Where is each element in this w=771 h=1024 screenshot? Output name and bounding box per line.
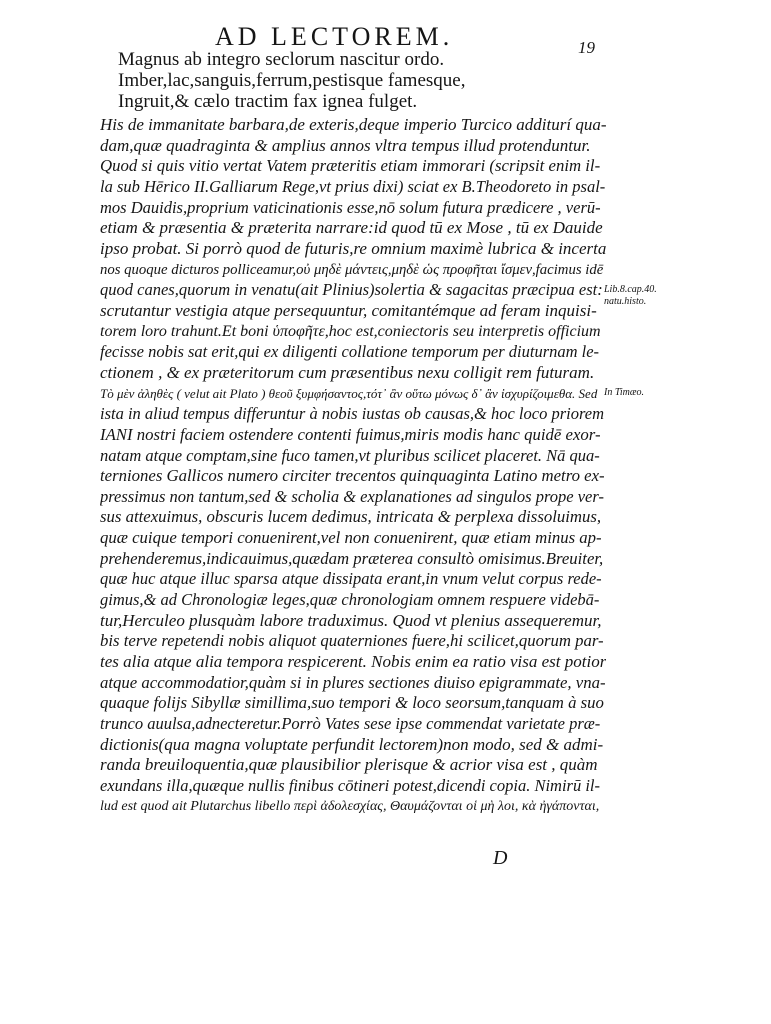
body-text: [100, 115, 606, 817]
verse-line: Imber,lac,sanguis,ferrum,pestisque famesque,: [118, 70, 466, 91]
text-line: fecisse nobis sat erit,qui ex diligenti collatione temporum per diuturnam le-: [100, 342, 600, 362]
text-line: Τὸ μὲν ἀληθὲς ( velut ait Plato ) θεοῦ ξυμφήσαντος,τότ᾽ ἂν οὕτω μόνως δ᾽ ἂν ἰσχυρίζοιμεθα. Sed: [100, 385, 598, 401]
text-line: atque accommodatior,quàm si in plures sectiones diuiso epigrammate, vna-: [100, 672, 606, 692]
text-line: prehenderemus,indicauimus,quædam præterea consultò omisimus.Breuiter,: [100, 548, 604, 568]
verse-line: Magnus ab integro seclorum nascitur ordo.: [118, 49, 445, 70]
text-line: pressimus non tantum,sed & scholia & explanationes ad singulos prope ver-: [100, 486, 604, 506]
text-line: exundans illa,quæque nullis finibus cōtineri potest,dicendi copia. Nimirū il-: [100, 776, 601, 795]
text-line: etiam & præsentia & præterita narrare:id quod tū ex Mose , tū ex Dauide: [100, 218, 603, 238]
text-line: mos Dauidis,proprium vaticinationis esse,nō solum futura prædicere , verū-: [100, 197, 601, 217]
text-line: quaque folijs Sibyllæ simillima,suo tempori & loco seorsum,tanquam à suo: [100, 693, 604, 713]
text-line: Quod si quis vitio vertat Vatem præteritis etiam immorari (scripsit enim il-: [100, 156, 601, 176]
signature-mark: D: [493, 847, 508, 869]
text-line: gimus,& ad Chronologiæ leges,quæ chronologiam omnem respuere videbā-: [100, 590, 600, 610]
text-line: scrutantur vestigia atque persequuntur, comitantémque ad feram inquisi-: [100, 300, 597, 320]
text-line: tur,Herculeo plusquàm labore traduximus. Quod vt plenius assequeremur,: [100, 610, 602, 630]
page-number: 19: [578, 38, 595, 57]
text-line: IANI nostri faciem ostendere contenti fuimus,miris modis hanc quidē exor-: [100, 424, 601, 444]
verse-line: Ingruit,& cælo tractim fax ignea fulget.: [118, 91, 418, 112]
text-line: quæ cuique tempori conuenirent,vel non conuenirent, quæ etiam minus ap-: [100, 528, 602, 548]
text-line: nos quoque dicturos polliceamur,οὐ μηδὲ μάντεις,μηδὲ ὡς προφῆται ἴσμεν,facimus idē: [100, 261, 604, 278]
text-line: la sub Hērico II.Galliarum Rege,vt prius dixi) sciat ex B.Theodoreto in psal-: [100, 176, 606, 196]
verse-block: [118, 49, 465, 112]
text-line: quod canes,quorum in venatu(ait Plinius)solertia & sagacitas præcipua est:: [100, 280, 603, 300]
text-line: quæ huc atque illuc sparsa atque dissipata erant,in vnum velut corpus rede-: [100, 569, 602, 589]
text-line: ipso probat. Si porrò quod de futuris,re omnium maximè lubrica & incerta: [100, 238, 606, 258]
text-line: His de immanitate barbara,de exteris,deque imperio Turcico additurí qua-: [100, 115, 606, 134]
text-line: bis terve repetendi nobis aliquot quaterniones fuere,hi scilicet,quorum par-: [100, 631, 604, 651]
text-line: ista in aliud tempus differuntur à nobis iustas ob causas,& hoc loco priorem: [100, 404, 605, 424]
margin-note: Lib.8.cap.40.: [604, 284, 657, 296]
text-line: trunco auulsa,adnecteretur.Porrò Vates sese ipse commendat varietate præ-: [100, 714, 601, 734]
margin-note: natu.histo.: [604, 295, 647, 307]
text-line: dam,quæ quadraginta & amplius annos vltra tempus illud protenduntur.: [100, 135, 591, 155]
text-line: lud est quod ait Plutarchus libello περὶ ἀδολεσχίας, Θαυμάζονται οἱ μὴ λοι, κὰ ἠγάπονται,: [100, 798, 600, 814]
margin-note: In Timæo.: [604, 387, 645, 399]
text-line: sus attexuimus, obscuris lucem dedimus, intricata & perplexa dissoluimus,: [100, 507, 602, 527]
running-head: AD LECTOREM.: [215, 22, 454, 51]
text-line: torem loro trahunt.Et boni ὑποφῆτε,hoc est,coniectoris seu interpretis officium: [100, 322, 601, 340]
text-line: dictionis(qua magna voluptate perfundit lectorem)non modo, sed & admi-: [100, 734, 604, 754]
text-line: terniones Gallicos numero circiter trecentos quinquaginta Latino metro ex-: [100, 466, 605, 486]
text-line: randa breuiloquentia,quæ plausibilior plerisque & acrior visa est , quàm: [100, 755, 598, 775]
text-line: ctionem , & ex præteritorum cum præsentibus nexu colligit rem futuram.: [100, 362, 595, 382]
text-line: tes alia atque alia tempora respicerent. Nobis enim ea ratio visa est potior: [100, 652, 606, 672]
text-line: natam atque comptam,sine fuco tamen,vt pluribus scilicet placeret. Nā qua-: [100, 445, 600, 465]
